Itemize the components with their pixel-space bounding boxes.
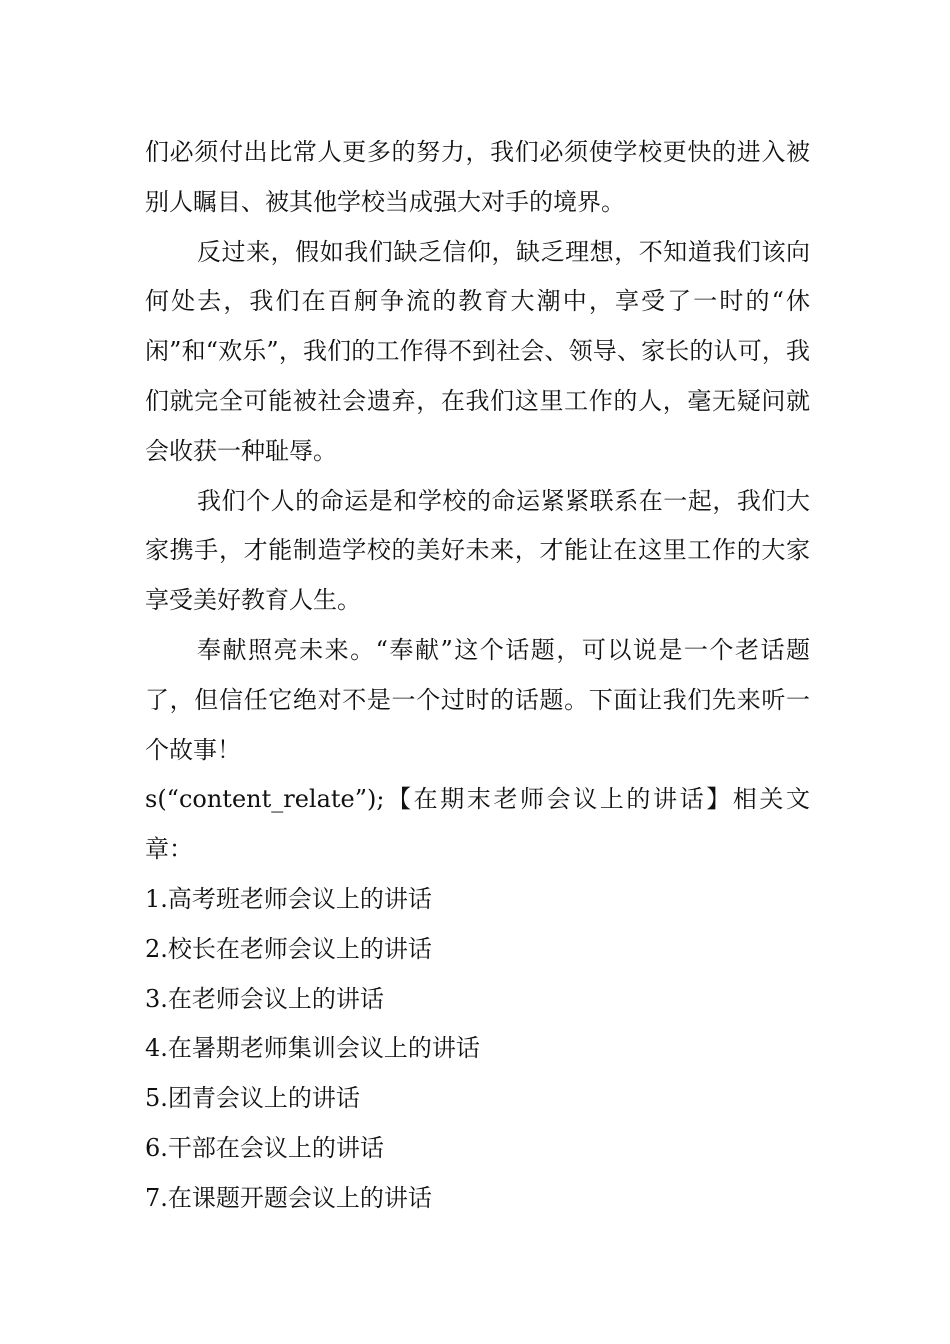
paragraph-continuation: 们必须付出比常人更多的努力，我们必须使学校更快的进入被别人瞩目、被其他学校当成强大对手的境界。 [145,138,810,216]
related-article-link[interactable]: 5.团青会议上的讲话 [145,1084,360,1113]
related-article-link[interactable]: 2.校长在老师会议上的讲话 [145,934,432,963]
related-article-link[interactable]: 1.高考班老师会议上的讲话 [145,884,432,913]
related-article-link[interactable]: 3.在老师会议上的讲话 [145,984,384,1013]
related-articles-header: s(“content_relate”);【在期末老师会议上的讲话】相关文章： [145,785,810,864]
related-article-link[interactable]: 4.在暑期老师集训会议上的讲话 [145,1034,480,1063]
paragraph: 我们个人的命运是和学校的命运紧紧联系在一起，我们大家携手，才能制造学校的美好未来，才能让在这里工作的大家享受美好教育人生。 [145,486,810,615]
paragraph: 奉献照亮未来。“奉献”这个话题，可以说是一个老话题了，但信任它绝对不是一个过时的话题。下面让我们先来听一个故事！ [145,635,810,764]
related-article-link[interactable]: 7.在课题开题会议上的讲话 [145,1183,432,1212]
document-body [145,128,810,1224]
paragraph: 反过来，假如我们缺乏信仰，缺乏理想，不知道我们该向何处去，我们在百舸争流的教育大潮中，享受了一时的“休闲”和“欢乐”，我们的工作得不到社会、领导、家长的认可，我们就完全可能被社会遗弃，在我们这里工作的人，毫无疑问就会收获一种耻辱。 [145,237,810,465]
related-articles-list [145,875,810,1224]
related-article-link[interactable]: 6.干部在会议上的讲话 [145,1133,384,1162]
